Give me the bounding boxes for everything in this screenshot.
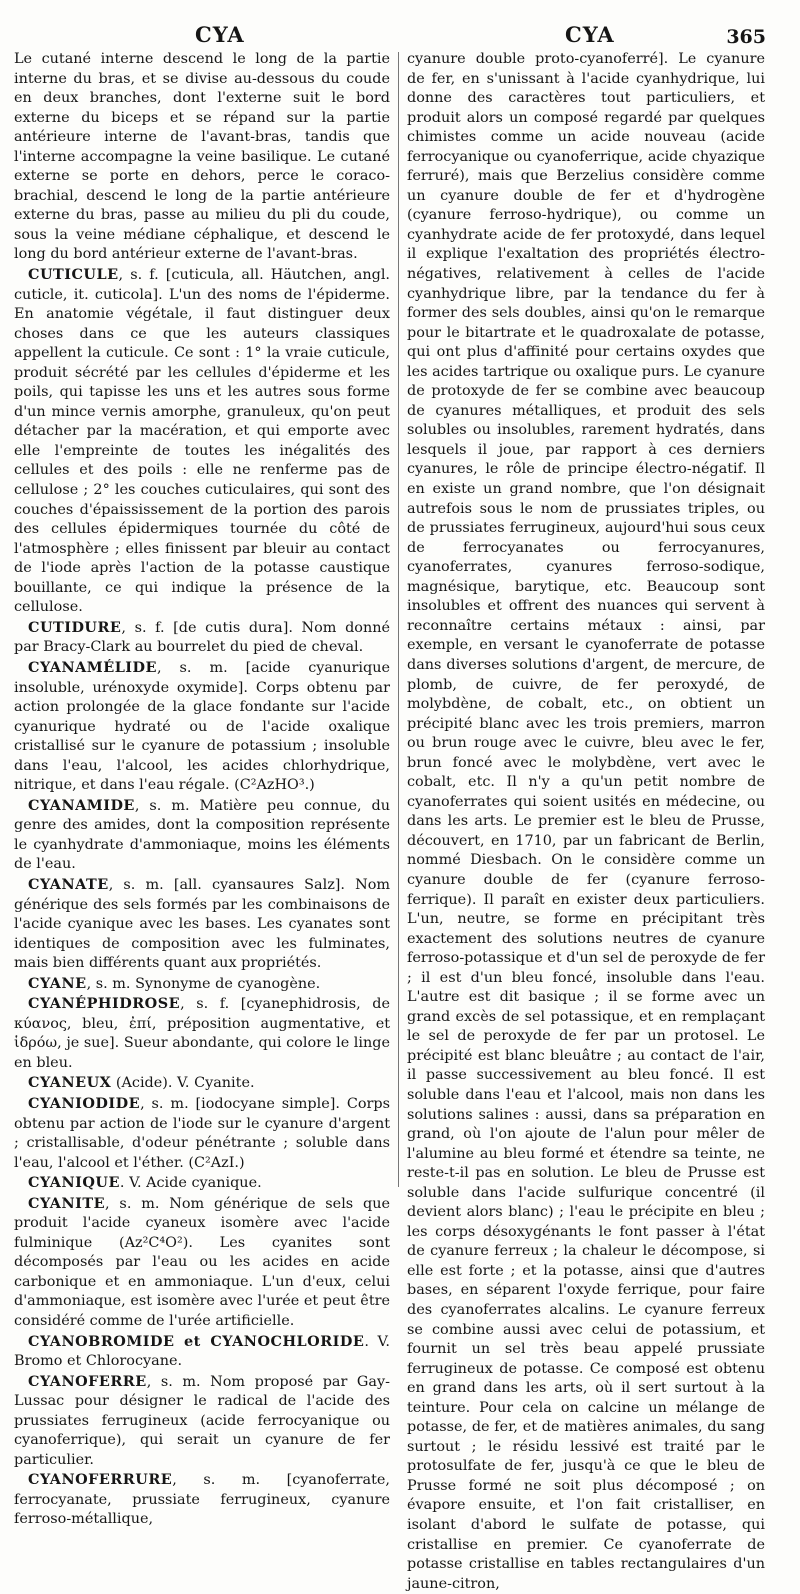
- dictionary-entry: [14, 796, 390, 875]
- dictionary-entry: [14, 1073, 390, 1094]
- entry-text: , s. m. [iodocyane simple]. Corps obtenu par action de l'iode sur le cyanure d'argent ; cristallisable, d'odeur pénétrante ; soluble dans l'eau, l'alcool et l'éther. (C²AzI.): [14, 1095, 390, 1171]
- running-head-left: CYA: [195, 22, 245, 47]
- entry-text: , s. f. [de cutis dura]. Nom donné par Bracy-Clark au bourrelet du pied de cheval.: [14, 619, 390, 656]
- entry-headword: CUTICULE: [28, 266, 119, 284]
- entry-headword: CYANEUX: [28, 1074, 112, 1092]
- left-column: [14, 50, 390, 1530]
- entry-text: , s. f. [cyanephidrosis, de κύανος, bleu, ἐπί, préposition augmentative, et ἱδρόω, je sue]. Sueur abondante, qui colore le linge en bleu.: [14, 996, 390, 1071]
- dictionary-entry: [14, 618, 390, 658]
- entry-headword: CYANOFERRE: [28, 1372, 147, 1390]
- entry-headword: CYANATE: [28, 875, 109, 893]
- entry-text: (Acide). V. Cyanite.: [111, 1075, 255, 1092]
- dictionary-entry: [14, 265, 390, 618]
- dictionary-entry: [14, 875, 390, 974]
- dictionary-entry: [14, 1194, 390, 1332]
- running-head-right: CYA: [565, 22, 615, 47]
- entry-text: cyanure double proto-cyanoferré]. Le cyanure de fer, en s'unissant à l'acide cyanhydrique, lui donne des caractères tout particuliers, et produit alors un composé regardé par quelques chimistes comme un acide nouveau (acide ferrocyanique ou cyanoferrique, acide chyazique ferruré), mais que Berzelius considère comme un cyanure double de fer et d'hydrogène (cyanure ferroso-hydrique), ou comme un cyanhydrate acide de fer protoxydé, dans lequel il explique l'exaltation des propriétés électro-négatives, relativement à celles de l'acide cyanhydrique libre, par la tendance du fer à former des sels doubles, ainsi qu'on le remarque pour le bitartrate et le quadroxalate de potasse, qui ont plus d'affinité pour certains oxydes que les acides tartrique ou oxalique purs. Le cyanure de protoxyde de fer se combine avec beaucoup de cyanures métalliques, et produit des sels solubles ou insolubles, rarement hydratés, dans lesquels il joue, par rapport à ces derniers cyanures, le rôle de principe électro-négatif. Il en existe un grand nombre, que l'on désignait autrefois sous le nom de prussiates triples, ou de prussiates ferrugineux, aujourd'hui sous ceux de ferrocyanates ou ferrocyanures, cyanoferrates, cyanures ferroso-sodique, magnésique, barytique, etc. Beaucoup sont insolubles et offrent des nuances qui servent à reconnaître certains métaux : ainsi, par exemple, en versant le cyanoferrate de potasse dans diverses solutions d'argent, de mercure, de plomb, de cuivre, de fer peroxydé, de molybdène, de cobalt, etc., on obtient un précipité blanc avec les trois premiers, marron ou brun rouge avec le cuivre, bleu avec le fer, brun foncé avec le molybdène, vert avec le cobalt, etc. Il n'y a qu'un petit nombre de cyanoferrates qui soient usités en médecine, ou dans les arts. Le premier est le bleu de Prusse, découvert, en 1710, par un fabricant de Berlin, nommé Diesbach. On le considère comme un cyanure double de fer (cyanure ferroso-ferrique). Il paraît en exister deux particuliers. L'un, neutre, se forme en précipitant très exactement des solutions neutres de cyanure ferroso-potassique et d'un sel de peroxyde de fer ; il est d'un bleu foncé, insoluble dans l'eau. L'autre est dit basique ; il se forme avec un grand excès de sel potassique, et en remplaçant le sel de peroxyde de fer par un protosel. Le précipité est blanc bleuâtre ; au contact de l'air, il passe successivement au bleu foncé. Il est soluble dans l'eau et l'alcool, mais non dans les solutions salines : aussi, dans sa préparation en grand, où l'on ajoute de l'alun pour mêler de l'alumine au bleu formé et étendre sa teinte, ne reste-t-il pas en solution. Le bleu de Prusse est soluble dans l'acide sulfurique concentré (il devient alors blanc) ; l'eau le précipite en bleu ; les corps désoxygénants le font passer à l'état de cyanure ferreux ; la chaleur le décompose, si elle est forte ; et la potasse, ainsi que d'autres bases, en séparent l'oxyde ferrique, pour faire des cyanoferrates alcalins. Le cyanure ferreux se combine aussi avec celui de potassium, et fournit un sel très beau appelé prussiate ferrugineux de potasse. Ce composé est obtenu en grand dans les arts, où il sert surtout à la teinture. Pour cela on calcine un mélange de potasse, de fer, et de matières animales, du sang surtout ; le résidu lessivé est traité par le protosulfate de fer, jusqu'à ce que le bleu de Prusse formé ne soit plus décomposé ; on évapore ensuite, et l'on fait cristalliser, en isolant d'abord le sulfate de potasse, qui cristallise en premier. Ce cyanoferrate de potasse cristallise en tables rectangulaires d'un jaune-citron,: [407, 51, 765, 1592]
- entry-headword: CYANIODIDE: [28, 1094, 141, 1112]
- dictionary-entry: [14, 1332, 390, 1372]
- entry-text: . V. Acide cyanique.: [119, 1175, 262, 1192]
- dictionary-entry: [14, 1173, 390, 1194]
- entry-text: . V. Bromo et Chlorocyane.: [14, 1333, 390, 1370]
- dictionary-entry: [14, 1372, 390, 1471]
- entry-text: , s. m. Matière peu connue, du genre des amides, dont la composition représente le cyanhydrate d'ammoniaque, moins les éléments de l'eau.: [14, 797, 390, 873]
- right-column: [407, 50, 765, 1594]
- entry-text: , s. m. Nom proposé par Gay-Lussac pour désigner le radical de l'acide des prussiates ferrugineux (acide ferrocyanique ou cyanoferrique), qui serait un cyanure de fer particulier.: [14, 1373, 390, 1468]
- entry-text: , s. m. [all. cyansaures Salz]. Nom générique des sels formés par les combinaisons de l'acide cyanique avec les bases. Les cyanates sont identiques de composition avec les fulminates, mais bien différents quant aux propriétés.: [14, 876, 390, 972]
- column-divider: [398, 52, 399, 1187]
- dictionary-entry: [407, 50, 765, 1594]
- entry-headword: CYANE: [28, 974, 87, 992]
- entry-headword: CYANITE: [28, 1194, 106, 1212]
- entry-headword: CUTIDURE: [28, 618, 122, 636]
- entry-headword: CYANOBROMIDE et CYANOCHLORIDE: [28, 1332, 365, 1350]
- dictionary-entry: [14, 974, 390, 995]
- entry-text: Le cutané interne descend le long de la partie interne du bras, et se divise au-dessous du coude en deux branches, dont l'externe suit le bord externe du biceps et se répand sur la partie antérieure interne de l'avant-bras, tandis que l'interne accompagne la veine basilique. Le cutané externe se porte en dehors, perce le coraco-brachial, descend le long de la partie antérieure externe du bras, passe au milieu du pli du coude, sous la veine médiane céphalique, et descend le long du bord antérieur externe de l'avant-bras.: [14, 51, 390, 263]
- entry-headword: CYANOFERRURE: [28, 1471, 173, 1489]
- entry-text: , s. m. Synonyme de cyanogène.: [86, 975, 321, 992]
- dictionary-entry: [14, 658, 390, 796]
- entry-headword: CYANIQUE: [28, 1174, 120, 1192]
- page-number: 365: [726, 26, 766, 48]
- entry-headword: CYANAMIDE: [28, 796, 135, 814]
- dictionary-entry: [14, 50, 390, 265]
- entry-headword: CYANAMÉLIDE: [28, 658, 157, 676]
- entry-text: , s. f. [cuticula, all. Häutchen, angl. cuticle, it. cuticola]. L'un des noms de l'épiderme. En anatomie végétale, il faut distinguer deux choses dans ce que les auteurs classiques appellent la cuticule. Ce sont : 1° la vraie cuticule, produit sécrété par les cellules d'épiderme et les poils, qui tapisse les uns et les autres sous forme d'un mince vernis amorphe, granuleux, qu'on peut détacher par la macération, et qui emporte avec elle l'empreinte de toutes les inégalités des cellules et des poils : elle ne renferme pas de cellulose ; 2° les couches cuticulaires, qui sont des couches d'épaississement de la portion des parois des cellules épidermiques tournée du côté de l'atmosphère ; elles finissent par bleuir au contact de l'iode après l'action de la potasse caustique bouillante, ce qui indique la présence de la cellulose.: [14, 267, 390, 616]
- dictionary-entry: [14, 1094, 390, 1173]
- entry-headword: CYANÉPHIDROSE: [28, 995, 181, 1013]
- entry-text: , s. m. [cyanoferrate, ferrocyanate, prussiate ferrugineux, cyanure ferroso-métallique,: [14, 1472, 390, 1528]
- dictionary-entry: [14, 1470, 390, 1530]
- entry-text: , s. m. [acide cyanurique insoluble, urénoxyde oxymide]. Corps obtenu par action prolongée de la glace fondante sur l'acide cyanurique hydraté ou de l'acide oxalique cristallisé sur le cyanure de potassium ; insoluble dans l'eau, l'alcool, les acides chlorhydrique, nitrique, et dans l'eau régale. (C²AzHO³.): [14, 659, 390, 794]
- dictionary-entry: [14, 994, 390, 1073]
- entry-text: , s. m. Nom générique de sels que produit l'acide cyaneux isomère avec l'acide fulminique (Az²C⁴O²). Les cyanites sont décomposés par l'eau ou les acides en acide carbonique et en ammoniaque. L'un d'eux, celui d'ammoniaque, est isomère avec l'urée et peut être considéré comme de l'urée artificielle.: [14, 1195, 390, 1329]
